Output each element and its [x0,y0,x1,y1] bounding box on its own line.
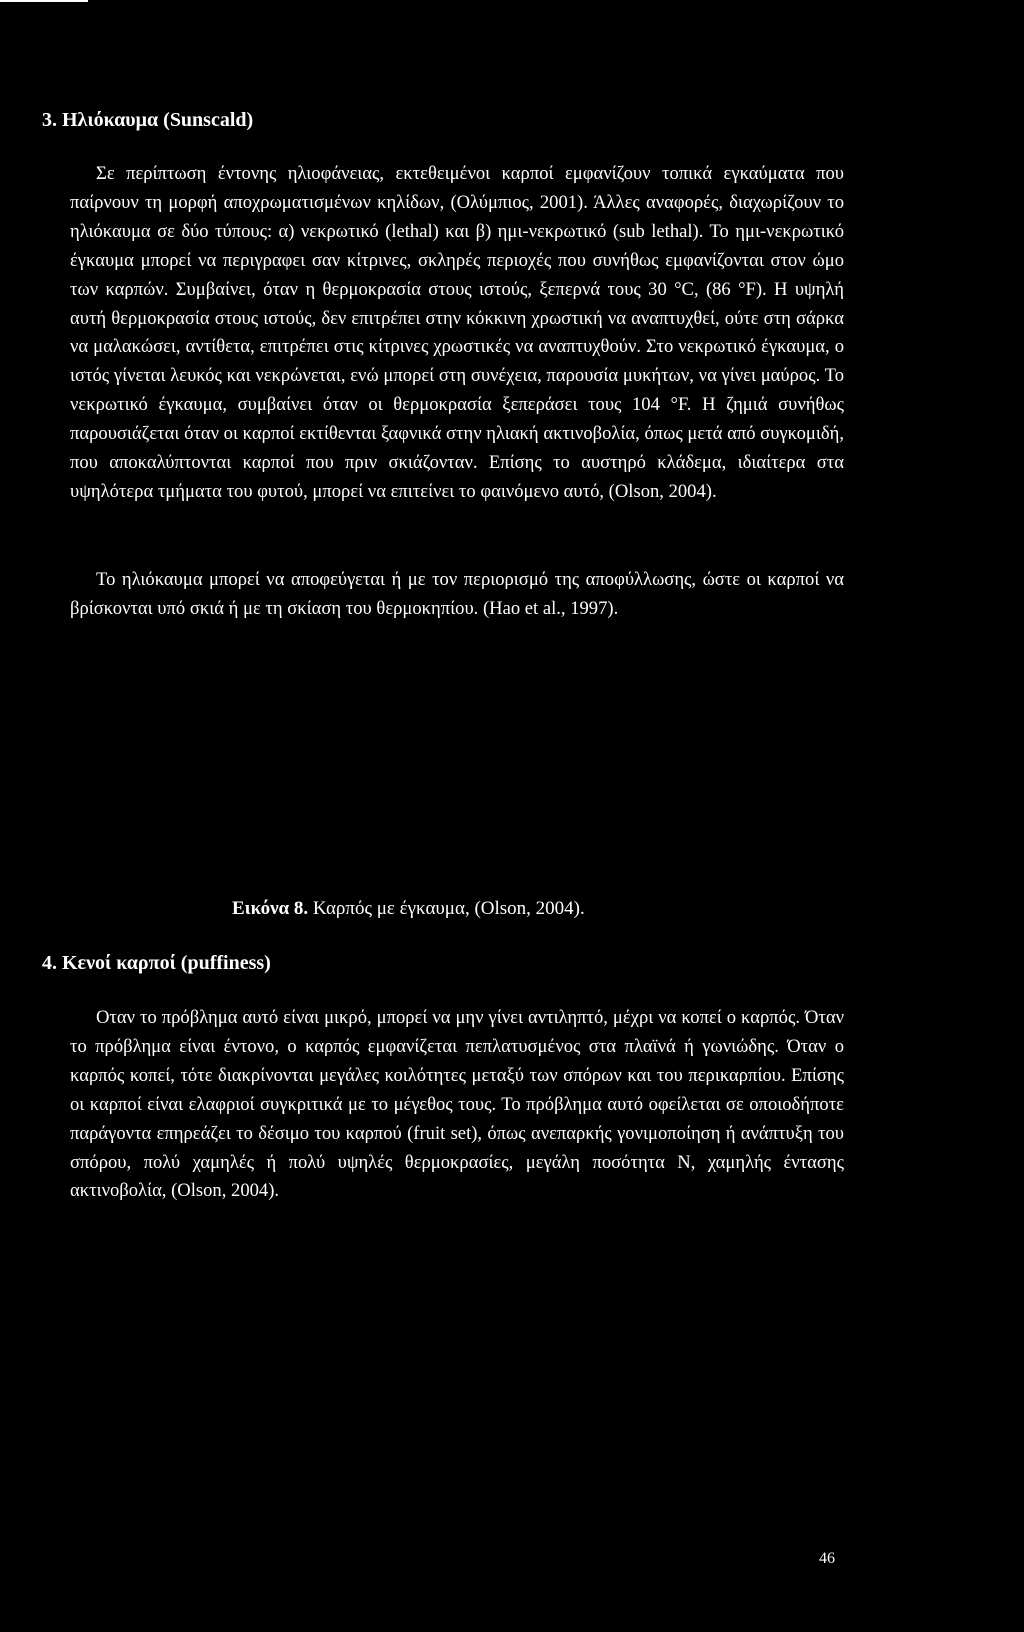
sunscald-paragraph-1: Σε περίπτωση έντονης ηλιοφάνειας, εκτεθειμένοι καρποί εμφανίζουν τοπικά εγκαύματα που παίρνουν τη μορφή αποχρωματισμένων κηλίδων, (Ολύμπιος, 2001). Άλλες αναφορές, διαχωρίζουν το ηλιόκαυμα σε δύο τύπους: α) νεκρωτικό (lethal) και β) ημι-νεκρωτικό (sub lethal). Το ημι-νεκρωτικό έγκαυμα μπορεί να περιγραφει σαν κίτρινες, σκληρές περιοχές που συνήθως εμφανίζονται στον ώμο των καρπών. Συμβαίνει, όταν η θερμοκρασία στους ιστούς, ξεπερνά τους 30 °C, (86 °F). Η υψηλή αυτή θερμοκρασία στους ιστούς, δεν επιτρέπει στην κόκκινη χρωστική να αναπτυχθεί, ούτε στη σάρκα να μαλακώσει, αντίθετα, επιτρέπει στις κίτρινες χρωστικές να αναπτυχθούν. Στο νεκρωτικό έγκαυμα, ο ιστός γίνεται λευκός και νεκρώνεται, ενώ μπορεί στη συνέχεια, παρουσία μυκήτων, να γίνει μαύρος. Το νεκρωτικό έγκαυμα, συμβαίνει όταν οι θερμοκρασία ξεπεράσει τους 104 °F. Η ζημιά συνήθως παρουσιάζεται όταν οι καρποί εκτίθενται ξαφνικά στην ηλιακή ακτινοβολία, όπως μετά από συγκομιδή, που αποκαλύπτονται καρποί που πριν σκιάζονταν. Επίσης το αυστηρό κλάδεμα, ιδιαίτερα στα υψηλότερα τμήματα του φυτού, μπορεί να επιτείνει το φαινόμενο αυτό, (Olson, 2004). [70,163,844,502]
puffiness-paragraph-1: Οταν το πρόβλημα αυτό είναι μικρό, μπορεί να μην γίνει αντιληπτό, μέχρι να κοπεί ο καρπός. Όταν το πρόβλημα είναι έντονο, ο καρπός εμφανίζεται πεπλατυσμένος στα πλαϊνά ή γωνιώδης. Όταν ο καρπός κοπεί, τότε διακρίνονται μεγάλες κοιλότητες μεταξύ των σπόρων και του περικαρπίου. Επίσης οι καρποί είναι ελαφριοί συγκριτικά με το μέγεθος τους. Το πρόβλημα αυτό οφείλεται σε οποιοδήποτε παράγοντα επηρεάζει το δέσιμο του καρπού (fruit set), όπως ανεπαρκής γονιμοποίηση ή ανάπτυξη του σπόρου, πολύ χαμηλές ή πολύ υψηλές θερμοκρασίες, μεγάλη ποσότητα Ν, χαμηλής έντασης ακτινοβολία, (Olson, 2004). [70,1007,844,1202]
section-heading-puffiness: 4. Κενοί καρποί (puffiness) [42,952,271,974]
sunscald-paragraph-2: Το ηλιόκαυμα μπορεί να αποφεύγεται ή με τον περιορισμό της αποφύλλωσης, ώστε οι καρποί να βρίσκονται υπό σκιά ή με τη σκίαση του θερμοκηπίου. (Hao et al., 1997). [70,569,844,619]
section-heading-sunscald: 3. Ηλιόκαυμα (Sunscald) [42,109,254,131]
top-rule [0,0,88,2]
figure-caption [232,898,585,920]
figure-caption-text: Καρπός με έγκαυμα, (Olson, 2004). [308,898,585,919]
figure-label: Εικόνα 8. [232,898,309,919]
page-number: 46 [819,1550,835,1567]
